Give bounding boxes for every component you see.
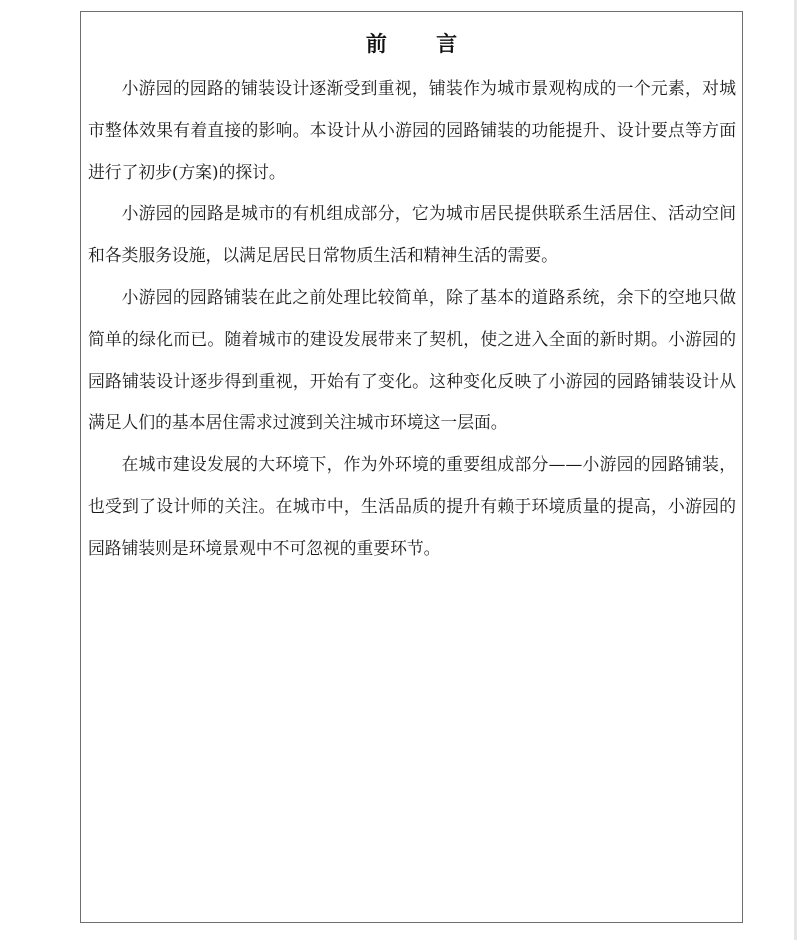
paragraph-3: 小游园的园路铺装在此之前处理比较简单，除了基本的道路系统，余下的空地只做简单的绿化而已。随着城市的建设发展带来了契机，使之进入全面的新时期。小游园的园路铺装设计逐步得到重视，开始有了变化。这种变化反映了小游园的园路铺装设计从满足人们的基本居住需求过渡到关注城市环境这一层面。 <box>88 286 736 433</box>
paragraph-4: 在城市建设发展的大环境下，作为外环境的重要组成部分——小游园的园路铺装，也受到了设计师的关注。在城市中，生活品质的提升有赖于环境质量的提高，小游园的园路铺装则是环境景观中不可忽视的重要环节。 <box>88 454 736 558</box>
page-border-frame <box>80 11 743 923</box>
document-body <box>88 68 736 570</box>
document-title: 前 言 <box>365 31 479 56</box>
paragraph-2: 小游园的园路是城市的有机组成部分，它为城市居民提供联系生活居住、活动空间和各类服务设施，以满足居民日常物质生活和精神生活的需要。 <box>88 203 736 266</box>
paragraph-1: 小游园的园路的铺装设计逐渐受到重视，铺装作为城市景观构成的一个元素，对城市整体效果有着直接的影响。本设计从小游园的园路铺装的功能提升、设计要点等方面进行了初步(方案)的探讨。 <box>88 78 736 182</box>
